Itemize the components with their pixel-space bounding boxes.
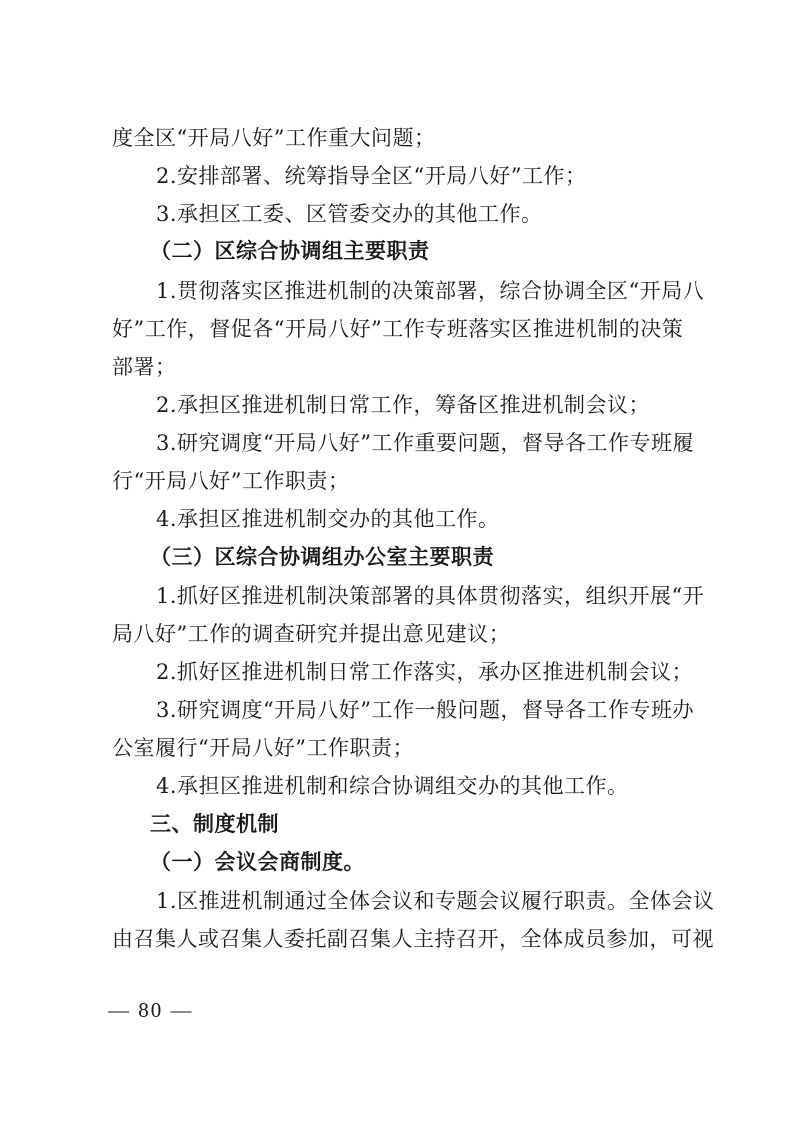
section-heading: （三）区综合协调组办公室主要职责: [150, 545, 494, 569]
page-number: — 80 —: [108, 998, 194, 1022]
paragraph-line: 好”工作，督促各“开局八好”工作专班落实区推进机制的决策: [112, 317, 684, 341]
paragraph-line: 3.研究调度“开局八好”工作一般问题，督导各工作专班办: [156, 698, 695, 722]
paragraph-line: 行“开局八好”工作职责；: [112, 469, 350, 493]
paragraph-line: 3.研究调度“开局八好”工作重要问题，督导各工作专班履: [156, 431, 695, 455]
paragraph-line: 局八好”工作的调查研究并提出意见建议；: [112, 622, 511, 646]
paragraph-line: 2.抓好区推进机制日常工作落实，承办区推进机制会议；: [156, 660, 694, 684]
chapter-heading: 三、制度机制: [150, 812, 279, 836]
section-heading: （二）区综合协调组主要职责: [150, 239, 430, 263]
paragraph-line: 2.承担区推进机制日常工作，筹备区推进机制会议；: [156, 393, 651, 417]
paragraph-line: 3.承担区工委、区管委交办的其他工作。: [156, 202, 543, 226]
paragraph-line: 度全区“开局八好”工作重大问题；: [112, 126, 436, 150]
paragraph-line: 2.安排部署、统筹指导全区“开局八好”工作；: [156, 164, 587, 188]
paragraph-line: 公室履行“开局八好”工作职责；: [112, 736, 414, 760]
paragraph-line: 1.抓好区推进机制决策部署的具体贯彻落实，组织开展“开: [156, 584, 705, 608]
section-heading: （一）会议会商制度。: [150, 850, 365, 874]
paragraph-line: 由召集人或召集人委托副召集人主持召开，全体成员参加，可视: [112, 927, 714, 951]
paragraph-line: 4.承担区推进机制交办的其他工作。: [156, 507, 500, 531]
paragraph-line: 1.贯彻落实区推进机制的决策部署，综合协调全区“开局八: [156, 279, 705, 303]
paragraph-line: 4.承担区推进机制和综合协调组交办的其他工作。: [156, 774, 629, 798]
paragraph-line: 1.区推进机制通过全体会议和专题会议履行职责。全体会议: [156, 889, 715, 913]
paragraph-line: 部署；: [112, 355, 177, 379]
